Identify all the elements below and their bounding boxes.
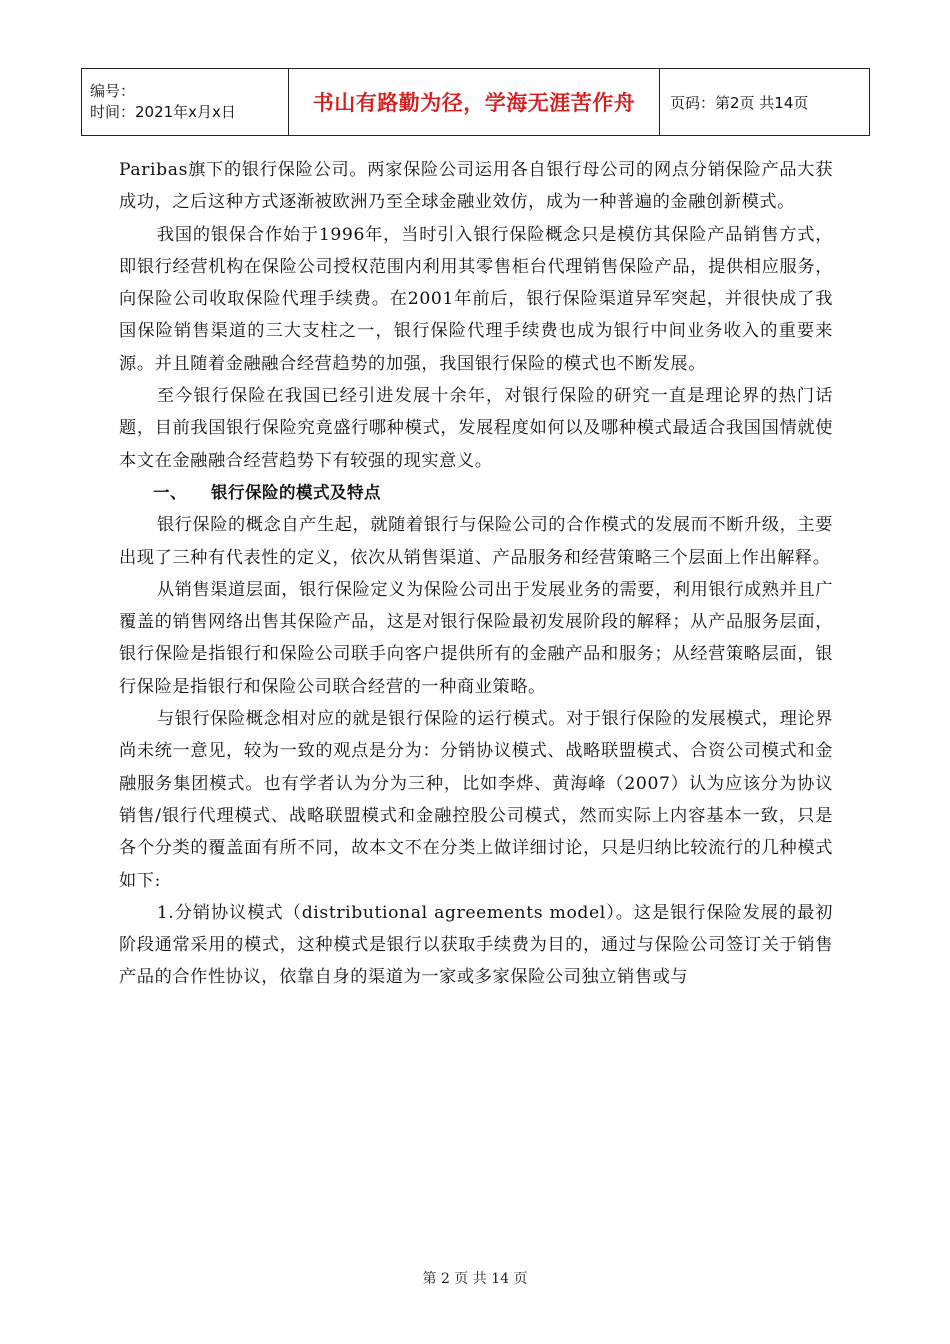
header-page-number: 页码：第2页 共14页: [660, 69, 870, 136]
page-header-table: [81, 68, 870, 136]
header-motto: 书山有路勤为径，学海无涯苦作舟: [289, 69, 660, 136]
page-footer: 第 2 页 共 14 页: [422, 1271, 528, 1287]
paragraph-5: 从销售渠道层面，银行保险定义为保险公司出于发展业务的需要，利用银行成熟并且广覆盖的销售网络出售其保险产品，这是对银行保险最初发展阶段的解释；从产品服务层面，银行保险是指银行和保险公司联手向客户提供所有的金融产品和服务；从经营策略层面，银行保险是指银行和保险公司联合经营的一种商业策略。: [119, 579, 833, 697]
document-body: [119, 154, 833, 994]
paragraph-3: 至今银行保险在我国已经引进发展十余年，对银行保险的研究一直是理论界的热门话题，目前我国银行保险究竟盛行哪种模式，发展程度如何以及哪种模式最适合我国国情就使本文在金融融合经营趋势下有较强的现实意义。: [119, 386, 833, 471]
section-heading-number: 一、: [153, 482, 187, 502]
paragraph-6: 与银行保险概念相对应的就是银行保险的运行模式。对于银行保险的发展模式，理论界尚未统一意见，较为一致的观点是分为：分销协议模式、战略联盟模式、合资公司模式和金融服务集团模式。也有学者认为分为三种，比如李烨、黄海峰（2007）认为应该分为协议销售/银行代理模式、战略联盟模式和金融控股公司模式，然而实际上内容基本一致，只是各个分类的覆盖面有所不同，故本文不在分类上做详细讨论，只是归纳比较流行的几种模式如下:: [119, 709, 833, 891]
serial-number-label: 编号：: [90, 82, 136, 100]
paragraph-1: Paribas旗下的银行保险公司。两家保险公司运用各自银行母公司的网点分销保险产品大获成功，之后这种方式逐渐被欧洲乃至全球金融业效仿，成为一种普遍的金融创新模式。: [119, 160, 833, 213]
header-info-cell: [82, 69, 289, 136]
date-label: 时间：2021年x月x日: [90, 103, 236, 121]
section-heading-text: 银行保险的模式及特点: [211, 482, 381, 502]
section-heading: [119, 477, 833, 509]
paragraph-7: 1.分销协议模式（distributional agreements model）。这是银行保险发展的最初阶段通常采用的模式，这种模式是银行以获取手续费为目的，通过与保险公司签订关于销售产品的合作性协议，依靠自身的渠道为一家或多家保险公司独立销售或与: [119, 902, 833, 988]
paragraph-2: 我国的银保合作始于1996年，当时引入银行保险概念只是模仿其保险产品销售方式，即银行经营机构在保险公司授权范围内利用其零售柜台代理销售保险产品，提供相应服务，向保险公司收取保险代理手续费。在2001年前后，银行保险渠道异军突起，并很快成了我国保险销售渠道的三大支柱之一，银行保险代理手续费也成为银行中间业务收入的重要来源。并且随着金融融合经营趋势的加强，我国银行保险的模式也不断发展。: [119, 224, 833, 374]
paragraph-4: 银行保险的概念自产生起，就随着银行与保险公司的合作模式的发展而不断升级，主要出现了三种有代表性的定义，依次从销售渠道、产品服务和经营策略三个层面上作出解释。: [119, 515, 833, 568]
